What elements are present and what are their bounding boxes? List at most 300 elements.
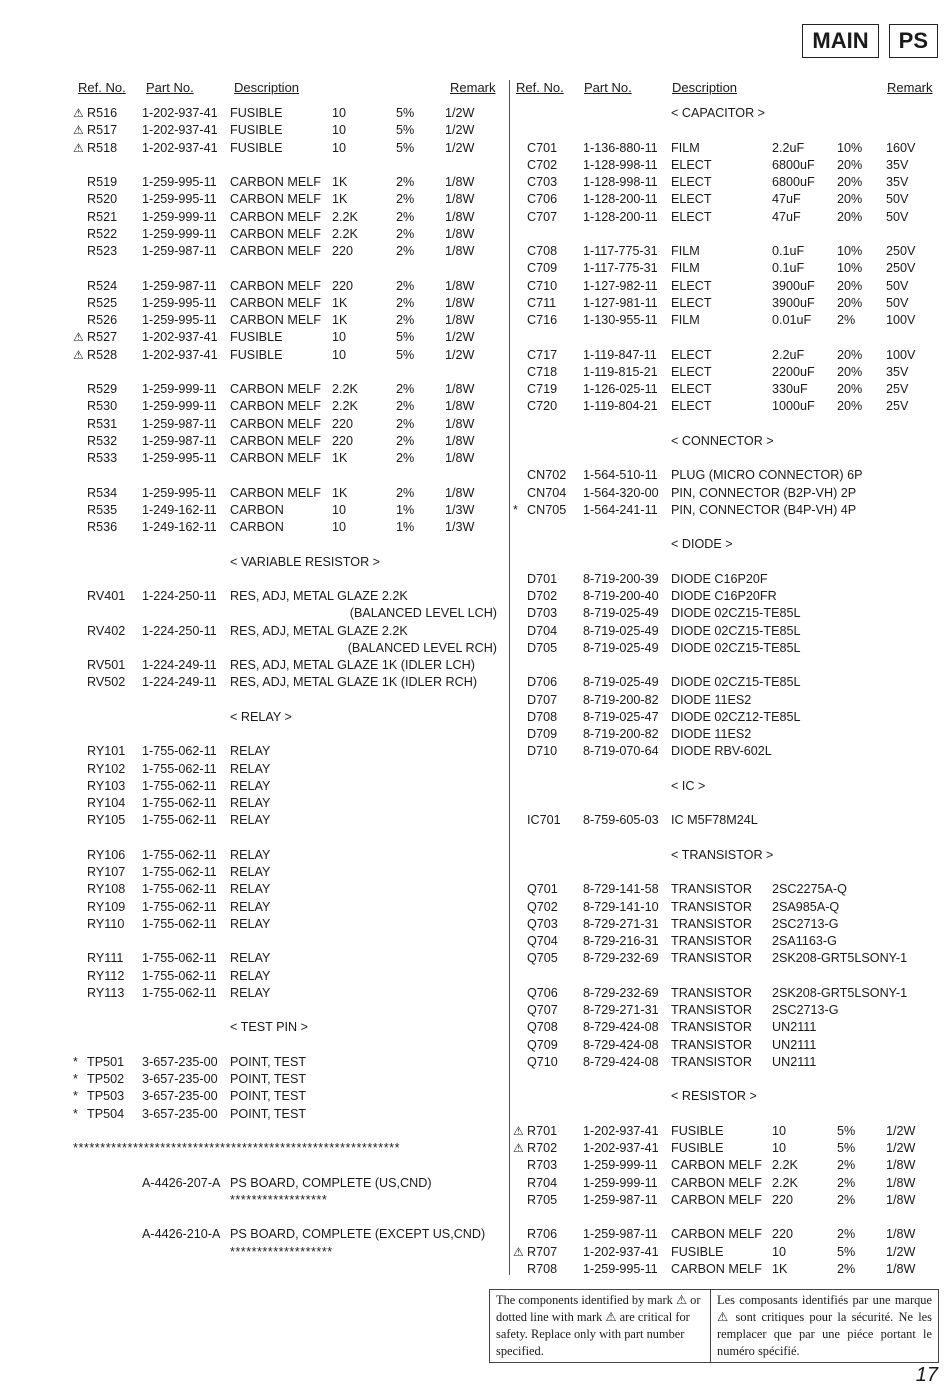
part-no: 1-259-999-11: [583, 1175, 658, 1190]
asterisk-mark: *: [73, 1072, 78, 1086]
ref-no: RY104: [87, 796, 126, 810]
table-row: [513, 295, 938, 312]
tolerance: 1%: [396, 502, 415, 517]
table-row: [73, 968, 505, 985]
description: PIN, CONNECTOR (B2P-VH) 2P: [671, 485, 857, 500]
table-row: [73, 105, 505, 122]
value: UN2111: [772, 1054, 817, 1069]
rating: 35V: [886, 157, 909, 172]
part-no: 1-259-995-11: [142, 451, 217, 465]
description: CARBON MELF: [230, 382, 321, 396]
part-no: 8-729-232-69: [583, 951, 659, 966]
part-no: 1-119-847-11: [583, 347, 657, 362]
ref-no: Q703: [527, 916, 558, 931]
tolerance: 20%: [837, 295, 863, 310]
table-row: [73, 795, 505, 812]
part-no: 1-259-999-11: [142, 226, 217, 241]
table-row: [513, 726, 938, 743]
description: ELECT: [671, 192, 712, 207]
rating: 1/8W: [445, 416, 475, 431]
value: 1K: [332, 485, 348, 500]
rating: 1/8W: [445, 175, 475, 189]
tolerance: 2%: [396, 295, 415, 310]
tolerance: 2%: [396, 244, 415, 258]
rating: 1/8W: [445, 451, 475, 465]
header-description: Description: [234, 80, 300, 95]
ref-no: R527: [87, 330, 118, 345]
part-no: 1-259-987-11: [142, 433, 217, 448]
ref-no: C717: [527, 347, 558, 362]
description: FUSIBLE: [230, 347, 283, 362]
description: < RELAY >: [230, 709, 292, 724]
table-row: [73, 761, 505, 778]
table-row: [513, 709, 938, 726]
safety-warning-icon: ⚠: [513, 1123, 524, 1138]
description: CARBON MELF: [230, 192, 321, 207]
ref-no: TP502: [87, 1072, 125, 1086]
description: CARBON MELF: [230, 295, 321, 310]
ref-no: C708: [527, 244, 558, 258]
parts-list-left-column: [73, 80, 505, 1261]
spacer-row: [73, 1157, 505, 1174]
value: 2SA985A-Q: [772, 899, 840, 914]
description: RELAY: [230, 847, 271, 862]
value: 2SC2713-G: [772, 916, 839, 931]
tolerance: 2%: [396, 382, 415, 396]
table-row: [513, 1019, 938, 1036]
description: TRANSISTOR: [671, 1037, 752, 1052]
value: 10: [332, 520, 347, 534]
part-no: 1-259-999-11: [142, 382, 217, 396]
part-no: 1-119-815-21: [583, 364, 658, 379]
ref-no: C701: [527, 140, 558, 155]
description: CARBON MELF: [230, 209, 321, 224]
rating: 1/8W: [886, 1175, 916, 1190]
safety-warning-icon: ⚠: [513, 1141, 524, 1155]
ref-no: RV401: [87, 589, 126, 603]
description: POINT, TEST: [230, 1106, 307, 1121]
value: 2.2K: [332, 382, 358, 396]
header-description: Description: [672, 80, 738, 95]
value: 10: [332, 330, 347, 345]
table-row: [73, 381, 505, 398]
table-row: [73, 743, 505, 760]
part-no: 1-259-987-11: [142, 278, 217, 293]
part-no: 8-729-424-08: [583, 1054, 659, 1069]
ref-no: RY110: [87, 916, 125, 931]
ref-no: Q706: [527, 985, 558, 1000]
value: 2.2K: [332, 399, 358, 414]
safety-notice-english: The components identified by mark ⚠ or dotted line with mark ⚠ are critical for safety. Replace only with part number specified.: [490, 1290, 711, 1362]
part-no: 1-755-062-11: [142, 865, 217, 879]
description: TRANSISTOR: [671, 916, 752, 931]
part-no: 1-224-250-11: [142, 589, 217, 603]
ref-no: C718: [527, 364, 558, 379]
description: DIODE C16P20FR: [671, 589, 777, 603]
rating: 1/2W: [886, 1123, 916, 1138]
ref-no: R704: [527, 1175, 558, 1190]
description: RES, ADJ, METAL GLAZE 2.2K: [230, 589, 408, 603]
tolerance: 10%: [837, 140, 863, 155]
value: 10: [332, 347, 347, 362]
ref-no: RV501: [87, 658, 126, 672]
description: FUSIBLE: [230, 330, 283, 345]
description: TRANSISTOR: [671, 1003, 752, 1017]
part-no: 1-755-062-11: [142, 951, 217, 966]
safety-notice: [489, 1289, 939, 1363]
part-no: 1-259-995-11: [142, 175, 217, 189]
table-row: [73, 1106, 505, 1123]
table-row: [73, 864, 505, 881]
description: FUSIBLE: [671, 1141, 724, 1155]
part-no: 1-259-995-11: [142, 295, 217, 310]
ref-no: RY102: [87, 761, 126, 776]
description: (BALANCED LEVEL RCH): [347, 640, 497, 655]
table-row: [73, 778, 505, 795]
part-no: 1-127-981-11: [583, 295, 658, 310]
value: 10: [332, 140, 347, 155]
description: DIODE 11ES2: [671, 727, 752, 741]
part-no: 1-128-200-11: [583, 209, 658, 224]
part-no: 1-259-995-11: [583, 1261, 658, 1276]
table-row: [513, 502, 938, 519]
part-no: 1-128-998-11: [583, 157, 658, 172]
value: 1K: [332, 313, 348, 327]
value: 1K: [332, 451, 348, 465]
spacer-row: [73, 830, 505, 847]
description: PS BOARD, COMPLETE (EXCEPT US,CND): [230, 1227, 486, 1242]
ref-no: D703: [527, 606, 558, 621]
part-no: 1-564-510-11: [583, 468, 658, 483]
table-row: [513, 985, 938, 1002]
value: 2SK208-GRT5LSONY-1: [772, 951, 908, 966]
table-row: [73, 312, 505, 329]
parts-rows-left: [73, 105, 505, 1261]
part-no: 8-719-025-49: [583, 606, 659, 621]
part-no: 1-755-062-11: [142, 985, 217, 1000]
spacer-row: [513, 226, 938, 243]
table-row: [513, 1261, 938, 1278]
description: ELECT: [671, 399, 712, 414]
table-row: [73, 398, 505, 415]
tolerance: 20%: [837, 382, 863, 396]
description: CARBON MELF: [230, 399, 321, 414]
spacer-row: [513, 795, 938, 812]
table-row: [73, 226, 505, 243]
description: < TEST PIN >: [230, 1020, 308, 1035]
table-row: [513, 140, 938, 157]
table-row: [513, 743, 938, 760]
ref-no: RY105: [87, 813, 126, 828]
description: FILM: [671, 244, 700, 258]
ref-no: C719: [527, 382, 558, 396]
tolerance: 2%: [396, 451, 415, 465]
description: RELAY: [230, 778, 271, 793]
spacer-row: [73, 157, 505, 174]
asterisk-mark: *: [513, 502, 518, 517]
description: RELAY: [230, 813, 271, 828]
table-row: [73, 899, 505, 916]
ref-no: RY108: [87, 882, 126, 897]
description: CARBON MELF: [230, 416, 321, 431]
description: DIODE C16P20F: [671, 571, 768, 586]
table-row: [73, 1054, 505, 1071]
ref-no: RV502: [87, 675, 126, 690]
parts-rows-right: [513, 105, 938, 1278]
table-row: [513, 899, 938, 916]
table-row: [513, 260, 938, 277]
part-no: 1-202-937-41: [142, 123, 218, 138]
table-row: [73, 881, 505, 898]
part-no: 1-126-025-11: [583, 382, 658, 396]
description: CARBON MELF: [230, 226, 321, 241]
tolerance: 2%: [396, 399, 415, 414]
value: 2.2uF: [772, 140, 805, 155]
spacer-row: [73, 1209, 505, 1226]
ref-no: Q705: [527, 951, 558, 966]
tolerance: 5%: [837, 1123, 856, 1138]
description: TRANSISTOR: [671, 985, 752, 1000]
section-heading: [513, 536, 938, 553]
spacer-row: [513, 761, 938, 778]
spacer-row: [73, 692, 505, 709]
tolerance: 2%: [396, 416, 415, 431]
tolerance: 2%: [837, 1261, 856, 1276]
safety-warning-icon: ⚠: [73, 347, 84, 362]
table-row: [73, 519, 505, 536]
ref-no: CN704: [527, 485, 567, 500]
table-row: [513, 1244, 938, 1261]
rating: 1/2W: [886, 1244, 916, 1259]
description: CARBON MELF: [230, 244, 321, 258]
table-row: [513, 243, 938, 260]
part-no: A-4426-207-A: [142, 1175, 221, 1190]
section-tabs: [802, 24, 938, 58]
section-heading: [513, 105, 938, 122]
value: 0.1uF: [772, 244, 805, 258]
description: CARBON MELF: [671, 1261, 762, 1276]
part-no: 8-719-200-40: [583, 589, 659, 603]
ref-no: RY106: [87, 847, 126, 862]
description: ELECT: [671, 157, 712, 172]
rating: 250V: [886, 244, 916, 258]
description: DIODE 02CZ15-TE85L: [671, 640, 801, 655]
rating: 1/8W: [445, 192, 475, 207]
column-divider: [509, 80, 510, 1275]
value: 2SA1163-G: [772, 934, 837, 948]
part-no: 1-128-998-11: [583, 175, 658, 189]
column-headers: [73, 80, 505, 99]
table-row: [513, 1054, 938, 1071]
part-no: 1-755-062-11: [142, 778, 217, 793]
table-row: [73, 674, 505, 691]
part-no: 1-259-995-11: [142, 485, 217, 500]
description: POINT, TEST: [230, 1072, 307, 1086]
description: ELECT: [671, 278, 712, 293]
ref-no: R536: [87, 520, 118, 534]
tolerance: 5%: [396, 123, 415, 138]
tolerance: 2%: [396, 485, 415, 500]
table-row: [513, 605, 938, 622]
part-no: 8-729-271-31: [583, 1003, 659, 1017]
table-row: [513, 1140, 938, 1157]
tolerance: 1%: [396, 520, 415, 534]
part-no: 1-259-999-11: [142, 399, 217, 414]
table-row: [73, 1244, 505, 1261]
tolerance: 2%: [837, 1175, 856, 1190]
asterisk-mark: *: [73, 1106, 78, 1121]
section-heading: [513, 778, 938, 795]
tolerance: 5%: [396, 330, 415, 345]
description: RELAY: [230, 865, 271, 879]
description: PS BOARD, COMPLETE (US,CND): [230, 1175, 432, 1190]
rating: 160V: [886, 140, 916, 155]
value: 10: [772, 1123, 787, 1138]
value: 1000uF: [772, 399, 815, 414]
tolerance: 2%: [396, 175, 415, 189]
tolerance: 2%: [396, 278, 415, 293]
ref-no: R518: [87, 140, 118, 155]
rating: 35V: [886, 364, 909, 379]
value: 2.2K: [772, 1158, 798, 1173]
spacer-row: [73, 1037, 505, 1054]
spacer-row: [73, 1002, 505, 1019]
part-no: 1-127-982-11: [583, 278, 658, 293]
ref-no: R516: [87, 106, 118, 120]
part-no: 1-755-062-11: [142, 796, 217, 810]
description: (BALANCED LEVEL LCH): [349, 606, 497, 621]
ref-no: R706: [527, 1227, 558, 1242]
value: 2SC2275A-Q: [772, 882, 847, 897]
table-row: [513, 485, 938, 502]
description: CARBON MELF: [230, 313, 321, 327]
table-row: [73, 174, 505, 191]
part-no: 1-755-062-11: [142, 847, 217, 862]
header-ref-no: Ref. No.: [516, 80, 564, 95]
ref-no: R517: [87, 123, 118, 138]
header-ref-no: Ref. No.: [78, 80, 126, 95]
part-no: 1-119-804-21: [583, 399, 658, 414]
description: RELAY: [230, 951, 271, 966]
part-no: 1-202-937-41: [142, 347, 218, 362]
ref-no: D708: [527, 709, 558, 724]
table-row: [513, 157, 938, 174]
part-no: 1-224-249-11: [142, 658, 217, 672]
table-row: [73, 433, 505, 450]
description: *******************: [230, 1244, 333, 1259]
section-heading: [73, 554, 505, 571]
table-row: [73, 243, 505, 260]
part-no: 1-249-162-11: [142, 502, 217, 517]
description: RELAY: [230, 744, 271, 759]
description: CARBON MELF: [230, 485, 321, 500]
description: RELAY: [230, 985, 271, 1000]
table-row: [513, 692, 938, 709]
part-no: 8-759-605-03: [583, 813, 659, 828]
part-no: 1-564-241-11: [583, 502, 658, 517]
safety-notice-french: Les composants identifiés par une marque ⚠ sont critiques pour la sécurité. Ne les remplacer que par une piéce portant le numéro spécifié.: [717, 1293, 932, 1358]
description: RELAY: [230, 796, 271, 810]
ref-no: RY101: [87, 744, 126, 759]
description: < DIODE >: [671, 537, 733, 552]
tab-ps[interactable]: PS: [889, 24, 938, 58]
table-row: [73, 623, 505, 640]
description: PLUG (MICRO CONNECTOR) 6P: [671, 468, 863, 483]
value: UN2111: [772, 1037, 817, 1052]
part-no: 3-657-235-00: [142, 1072, 218, 1086]
description: CARBON MELF: [230, 175, 321, 189]
ref-no: RV402: [87, 623, 126, 638]
tab-main[interactable]: MAIN: [802, 24, 878, 58]
ref-no: CN702: [527, 468, 567, 483]
description: CARBON MELF: [671, 1158, 762, 1173]
table-row: [73, 278, 505, 295]
part-no: 1-224-249-11: [142, 675, 217, 690]
section-heading: [513, 847, 938, 864]
ref-no: R701: [527, 1123, 558, 1138]
description: ******************: [230, 1192, 328, 1207]
description: DIODE 02CZ15-TE85L: [671, 623, 801, 638]
spacer-row: [73, 726, 505, 743]
spacer-row: [73, 571, 505, 588]
part-no: 1-259-999-11: [583, 1158, 658, 1173]
table-row: [513, 278, 938, 295]
part-no: 3-657-235-00: [142, 1106, 218, 1121]
rating: 25V: [886, 382, 909, 396]
tolerance: 10%: [837, 261, 863, 276]
section-heading: [513, 433, 938, 450]
description: CARBON MELF: [230, 278, 321, 293]
tolerance: 5%: [396, 140, 415, 155]
table-row: [513, 209, 938, 226]
table-row: [513, 916, 938, 933]
rating: 1/8W: [445, 209, 475, 224]
rating: 1/8W: [886, 1261, 916, 1276]
tolerance: 20%: [837, 347, 863, 362]
table-row: [513, 881, 938, 898]
description: RELAY: [230, 899, 271, 914]
table-row: [73, 485, 505, 502]
description: RES, ADJ, METAL GLAZE 2.2K: [230, 623, 408, 638]
ref-no: D709: [527, 727, 558, 741]
rating: 1/2W: [445, 330, 475, 345]
value: 3900uF: [772, 295, 815, 310]
ref-no: C703: [527, 175, 558, 189]
ref-no: C720: [527, 399, 558, 414]
ref-no: C716: [527, 313, 558, 327]
description: DIODE RBV-602L: [671, 744, 772, 759]
description: DIODE 02CZ15-TE85L: [671, 675, 801, 690]
description: TRANSISTOR: [671, 951, 752, 966]
table-row: [513, 588, 938, 605]
part-no: 8-719-025-49: [583, 675, 659, 690]
value: 220: [332, 416, 354, 431]
table-row: [73, 329, 505, 346]
part-no: 1-259-987-11: [583, 1227, 658, 1242]
tolerance: 2%: [837, 1158, 856, 1173]
table-row: [513, 364, 938, 381]
tolerance: 10%: [837, 244, 863, 258]
part-no: 1-259-987-11: [142, 244, 217, 258]
value: 1K: [772, 1261, 788, 1276]
description: ELECT: [671, 364, 712, 379]
description: RELAY: [230, 968, 271, 983]
description: FUSIBLE: [230, 106, 283, 120]
tolerance: 20%: [837, 364, 863, 379]
spacer-row: [513, 968, 938, 985]
rating: 250V: [886, 261, 916, 276]
description: DIODE 11ES2: [671, 692, 752, 707]
